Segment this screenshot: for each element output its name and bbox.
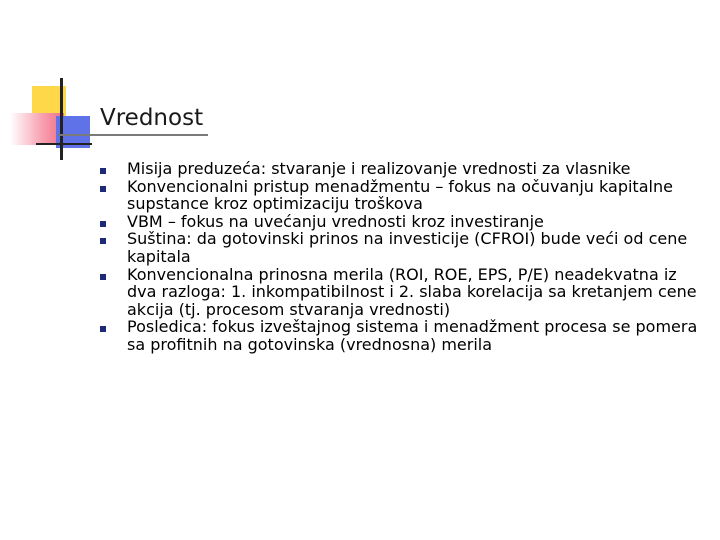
bullet-text: Misija preduzeća: stvaranje i realizovanje vrednosti za vlasnike [127,159,631,178]
square-bullet-icon [100,274,106,280]
bullet-text: Suština: da gotovinski prinos na investicije (CFROI) bude veći od cene kapitala [127,229,688,266]
decorative-horizontal-line [36,143,92,145]
bullet-text: Posledica: fokus izveštajnog sistema i menadžment procesa se pomera sa profitnih na gotovinska (vrednosna) merila [127,317,698,354]
square-bullet-icon [100,221,106,227]
bullet-list [98,160,708,354]
slide-title: Vrednost [100,105,204,131]
bullet-text: Konvencionalna prinosna merila (ROI, ROE, EPS, P/E) neadekvatna iz dva razloga: 1. inkompatibilnost i 2. slaba korelacija sa kretanjem cene akcija (tj. procesom stvaranja vrednosti) [127,264,697,319]
bullet-item [98,213,708,231]
bullet-item [98,318,708,353]
square-bullet-icon [100,238,106,244]
bullet-item [98,160,708,178]
title-underline [58,134,208,136]
bullet-text: VBM – fokus na uvećanju vrednosti kroz investiranje [127,211,544,231]
bullet-text: Konvencionalni pristup menadžmentu – fokus na očuvanju kapitalne supstance kroz optimizaciju troškova [127,176,673,214]
bullet-item [98,178,708,213]
square-bullet-icon [100,326,106,332]
square-bullet-icon [100,168,106,174]
square-bullet-icon [100,186,106,192]
bullet-item [98,266,708,319]
bullet-item [98,230,708,265]
decorative-vertical-line [60,78,63,160]
